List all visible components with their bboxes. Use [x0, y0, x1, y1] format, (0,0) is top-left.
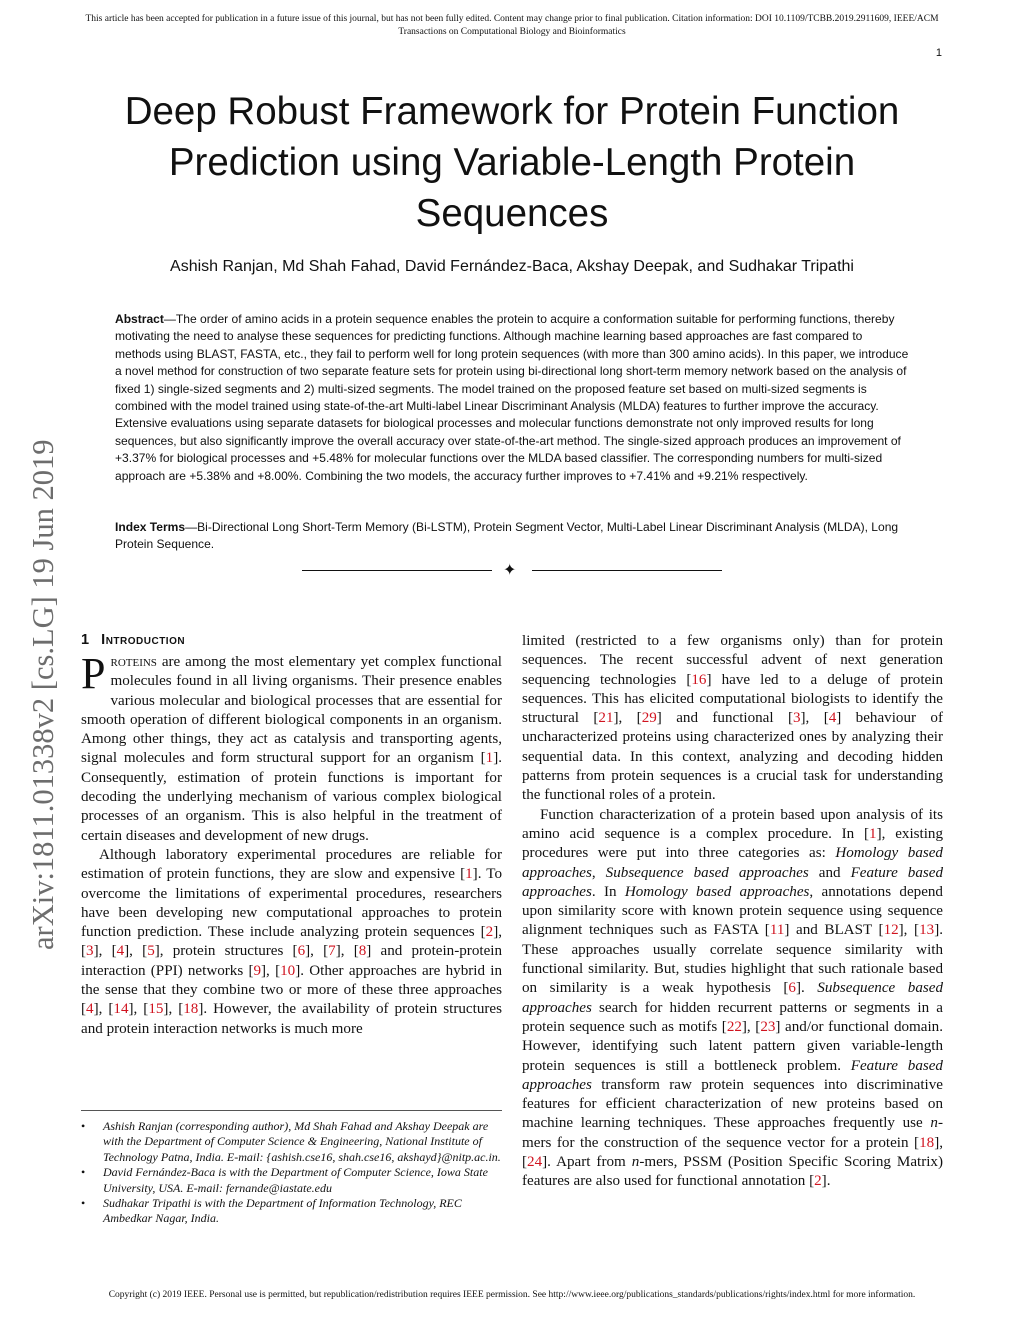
- title-line-1: Deep Robust Framework for Protein Function: [124, 90, 900, 133]
- section-heading: [81, 632, 185, 648]
- title-line-2: Prediction using Variable-Length Protein: [168, 141, 856, 184]
- footnote-rule: [81, 1110, 502, 1111]
- intro-paragraph-4: Function characterization of a protein based upon analysis of its amino acid sequence is a complex procedure. In [1], existing procedures were put into three categories as: Homology based approaches, Subsequence based approaches and Feature based approaches. In Homology based approaches, annotations depend upon similarity score with known protein sequence using sequence alignment techniques such as FASTA [11] and BLAST [12], [13]. These approaches usually correlate sequence similarity with functional similarity. But, studies highlight that such rationale based on similarity is a weak hypothesis [6]. Subsequence based approaches search for hidden recurrent patterns or segments in a protein sequence such as motifs [22], [23] and/or functional domain. However, identifying such latent pattern given variable-length protein sequences is still a bottleneck problem. Feature based approaches transform raw protein sequences into discriminative features for efficient characterization of new proteins based on machine learning techniques. These approaches frequently use n-mers for the construction of the sequence vector for a protein [18], [24]. Apart from n-mers, PSSM (Position Specific Scoring Matrix) features are also used for functional annotation [2].: [522, 806, 944, 1190]
- citation-link[interactable]: 9: [253, 962, 262, 979]
- separator-rule-right: [532, 570, 722, 571]
- author-list: Ashish Ranjan, Md Shah Fahad, David Fernández-Baca, Akshay Deepak, and Sudhakar Tripathi: [170, 258, 854, 275]
- page-number: 1: [935, 47, 942, 59]
- citation-link[interactable]: 22: [726, 1018, 742, 1035]
- journal-notice: [0, 13, 1024, 38]
- intro-paragraph-1: Proteins are among the most elementary yet complex functional molecules found in all living organisms. Their presence enables various molecular and biological processes that are essential for smooth operation of different biological components in an organism. Among other things, they act as catalysis and transporting agents, signal molecules and form structural support for an organism [1]. Consequently, estimation of protein functions is important for decoding the underlying mechanism of various complex biological processes of an organism. This is also helpful in the treatment of certain diseases and development of new drugs.: [81, 649, 502, 844]
- citation-link[interactable]: 4: [828, 710, 837, 727]
- citation-link[interactable]: 29: [641, 710, 657, 727]
- left-column: [81, 649, 503, 1039]
- citation-link[interactable]: 8: [358, 943, 367, 960]
- citation-link[interactable]: 23: [760, 1018, 776, 1035]
- dropcap: P: [81, 649, 106, 698]
- index-terms-label: Index Terms: [115, 520, 186, 534]
- citation-link[interactable]: 18: [919, 1134, 935, 1151]
- citation-link[interactable]: 12: [883, 922, 899, 939]
- citation-link[interactable]: 2: [814, 1173, 822, 1190]
- citation-link[interactable]: 7: [328, 943, 336, 960]
- footnote-item: • David Fernández-Baca is with the Department of Computer Science, Iowa State University, USA. E-mail: fernande@iastate.edu: [81, 1165, 502, 1196]
- section-number: 1: [81, 632, 90, 648]
- citation-link[interactable]: 4: [86, 1001, 94, 1018]
- separator-diamond-icon: ✦: [503, 560, 517, 579]
- index-terms-text: —Bi-Directional Long Short-Term Memory (Bi-LSTM), Protein Segment Vector, Multi-Label Linear Discriminant Analysis (MLDA), Long Protein Sequence.: [115, 520, 899, 552]
- citation-link[interactable]: 3: [792, 710, 801, 727]
- citation-link[interactable]: 2: [485, 924, 494, 941]
- footnote-item: • Ashish Ranjan (corresponding author), Md Shah Fahad and Akshay Deepak are with the Department of Computer Science & Engineering, National Institute of Technology Patna, India. E-mail: {ashish.cse16, shah.cse16, akshayd}@nitp.ac.in.: [81, 1119, 502, 1165]
- arxiv-stamp: arXiv:1811.01338v2 [cs.LG] 19 Jun 2019: [26, 439, 60, 950]
- copyright-notice: Copyright (c) 2019 IEEE. Personal use is permitted, but republication/redistribution requires IEEE permission. See http://www.ieee.org/publications_standards/publications/rights/index.html for more information.: [108, 1290, 916, 1300]
- abstract: [115, 311, 910, 485]
- citation-link[interactable]: 4: [116, 943, 125, 960]
- right-column: [522, 632, 943, 1192]
- citation-link[interactable]: 24: [527, 1154, 543, 1171]
- intro-paragraph-2: Although laboratory experimental procedures are reliable for estimation of protein functions, they are slow and expensive [1]. To overcome the limitations of experimental procedures, researchers have been developing new computational approaches to protein function prediction. These include analyzing protein sequences [2], [3], [4], [5], protein structures [6], [7], [8] and protein-protein interaction (PPI) networks [9], [10]. Other approaches are hybrid in the sense that they combine two or more of these three approaches [4], [14], [15], [18]. However, the availability of protein structures and protein interaction networks is much more: [81, 846, 503, 1037]
- footnote-item: • Sudhakar Tripathi is with the Department of Information Technology, REC Ambedkar Nagar, India.: [81, 1196, 502, 1227]
- abstract-text: —The order of amino acids in a protein sequence enables the protein to acquire a conformation suitable for performing functions, thereby motivating the need to analyse these sequences for predicting functions. Although machine learning based approaches are fast compared to methods using BLAST, FASTA, etc., they fail to perform well for long protein sequences (with more than 300 amino acids). In this paper, we introduce a novel method for construction of two separate feature sets for protein using bi-directional long short-term memory network based on the analysis of fixed 1) single-sized segments and 2) multi-sized segments. The model trained on the proposed feature set based on multi-sized segments is combined with the model trained using state-of-the-art Multi-label Linear Discriminant Analysis (MLDA) features to further improve the accuracy. Extensive evaluations using separate datasets for biological processes and molecular functions demonstrate not only improved results for long sequences, but also significantly improve the overall accuracy over state-of-the-art method. The single-sized approach produces an improvement of +3.37% for biological processes and +5.48% for molecular functions over the MLDA based classifier. The corresponding numbers for multi-sized approach are +5.38% and +8.00%. Combining the two models, the accuracy further improves to +7.41% and +9.21% respectively.: [115, 312, 909, 483]
- citation-link[interactable]: 11: [769, 922, 785, 939]
- separator-rule-left: [302, 570, 492, 571]
- intro-paragraph-3: limited (restricted to a few organisms only) than for protein sequences. The recent successful advent of next generation sequencing technologies [16] have led to a deluge of protein sequences. This has elicited computational biologists to identify the structural [21], [29] and functional [3], [4] behaviour of uncharacterized proteins using characterized ones by analyzing their sequential data. In this context, analyzing and decoding hidden patterns from protein sequences is a crucial task for understanding the functional roles of a protein.: [522, 633, 943, 804]
- citation-link[interactable]: 6: [788, 980, 796, 997]
- citation-link[interactable]: 16: [691, 671, 707, 688]
- citation-link[interactable]: 1: [869, 825, 877, 842]
- citation-link[interactable]: 14: [113, 1001, 129, 1018]
- title-line-3: Sequences: [415, 192, 609, 235]
- citation-link[interactable]: 3: [86, 943, 94, 960]
- citation-link[interactable]: 1: [485, 750, 494, 767]
- section-title: Introduction: [101, 632, 186, 648]
- citation-link[interactable]: 6: [297, 943, 306, 960]
- citation-link[interactable]: 18: [183, 1001, 199, 1018]
- citation-link[interactable]: 1: [465, 866, 473, 883]
- footnotes: [81, 1119, 502, 1227]
- abstract-label: Abstract: [115, 312, 164, 326]
- citation-link[interactable]: 10: [280, 962, 296, 979]
- journal-notice-line1: This article has been accepted for publication in a future issue of this journal, but has not been fully edited. Content may change prior to final publication. Citation information: DOI 10.1109/TCBB.2019.2911609, IEEE/ACM: [85, 14, 939, 24]
- citation-link[interactable]: 13: [919, 922, 935, 939]
- citation-link[interactable]: 21: [598, 710, 614, 727]
- paper-title: [100, 86, 924, 239]
- index-terms: [115, 519, 910, 554]
- citation-link[interactable]: 5: [147, 943, 155, 960]
- citation-link[interactable]: 15: [148, 1001, 164, 1018]
- journal-notice-line2: Transactions on Computational Biology and Bioinformatics: [398, 26, 626, 37]
